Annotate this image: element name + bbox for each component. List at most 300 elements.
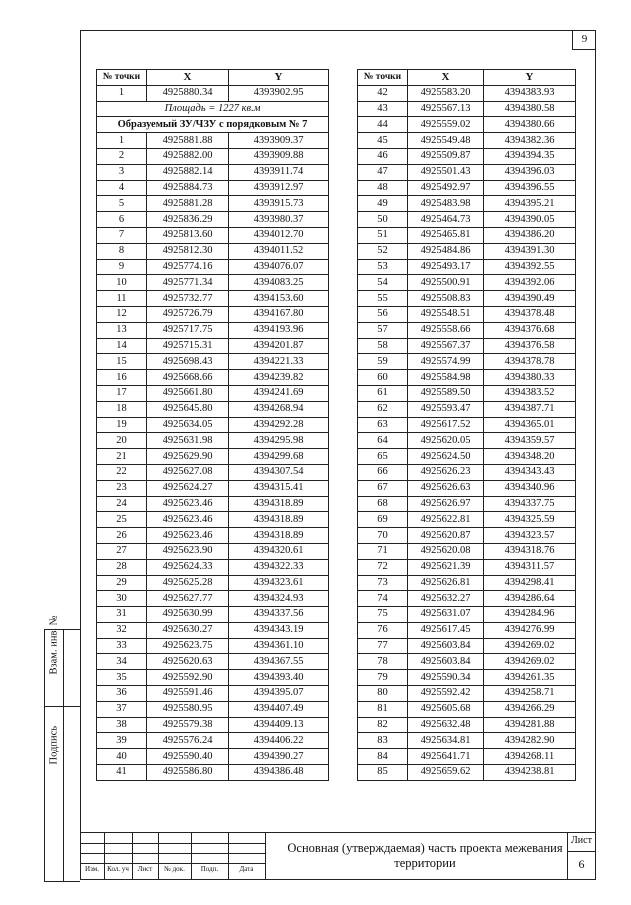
x-coordinate-cell: 4925579.38 xyxy=(147,717,229,733)
y-coordinate-cell: 4394396.55 xyxy=(484,180,576,196)
table-row xyxy=(358,765,576,781)
point-number-cell: 75 xyxy=(358,607,408,623)
x-coordinate-cell: 4925624.50 xyxy=(408,449,484,465)
document-title-line-2: территории xyxy=(394,856,456,870)
header-y: Y xyxy=(484,70,576,86)
x-coordinate-cell: 4925630.99 xyxy=(147,607,229,623)
point-number-cell: 70 xyxy=(358,528,408,544)
y-coordinate-cell: 4394238.81 xyxy=(484,765,576,781)
side-stamp-separator xyxy=(45,706,80,707)
table-row xyxy=(358,227,576,243)
point-number-cell: 83 xyxy=(358,733,408,749)
y-coordinate-cell: 4393911.74 xyxy=(229,164,329,180)
x-coordinate-cell: 4925590.34 xyxy=(408,670,484,686)
table-row xyxy=(97,512,329,528)
y-coordinate-cell: 4394318.89 xyxy=(229,512,329,528)
table-row xyxy=(358,654,576,670)
x-coordinate-cell: 4925625.28 xyxy=(147,575,229,591)
y-coordinate-cell: 4394318.89 xyxy=(229,496,329,512)
table-row xyxy=(358,749,576,765)
y-coordinate-cell: 4394393.40 xyxy=(229,670,329,686)
y-coordinate-cell: 4394337.56 xyxy=(229,607,329,623)
point-number-cell: 59 xyxy=(358,354,408,370)
point-number-cell: 24 xyxy=(97,496,147,512)
table-header-row xyxy=(97,70,329,86)
point-number-cell: 30 xyxy=(97,591,147,607)
table-row xyxy=(97,275,329,291)
y-coordinate-cell: 4394392.06 xyxy=(484,275,576,291)
col-label-signature: Подп. xyxy=(200,865,219,873)
table-row xyxy=(358,591,576,607)
table-row xyxy=(358,607,576,623)
point-number-cell: 79 xyxy=(358,670,408,686)
point-number-cell: 49 xyxy=(358,196,408,212)
table-row xyxy=(358,385,576,401)
table-row xyxy=(97,528,329,544)
y-coordinate-cell: 4394361.10 xyxy=(229,638,329,654)
table-row xyxy=(358,686,576,702)
y-coordinate-cell: 4394325.59 xyxy=(484,512,576,528)
y-coordinate-cell: 4394396.03 xyxy=(484,164,576,180)
table-row xyxy=(358,322,576,338)
x-coordinate-cell: 4925620.05 xyxy=(408,433,484,449)
x-coordinate-cell: 4925623.46 xyxy=(147,512,229,528)
x-coordinate-cell: 4925627.77 xyxy=(147,591,229,607)
table-row xyxy=(97,196,329,212)
y-coordinate-cell: 4394241.69 xyxy=(229,385,329,401)
point-number-cell: 33 xyxy=(97,638,147,654)
x-coordinate-cell: 4925771.34 xyxy=(147,275,229,291)
table-row xyxy=(97,622,329,638)
y-coordinate-cell: 4394282.90 xyxy=(484,733,576,749)
y-coordinate-cell: 4394380.58 xyxy=(484,101,576,117)
y-coordinate-cell: 4394201.87 xyxy=(229,338,329,354)
replacement-inventory-label: Взам. инв. № xyxy=(48,615,60,675)
y-coordinate-cell: 4394083.25 xyxy=(229,275,329,291)
y-coordinate-cell: 4394318.89 xyxy=(229,528,329,544)
y-coordinate-cell: 4394268.11 xyxy=(484,749,576,765)
table-row xyxy=(97,354,329,370)
x-coordinate-cell: 4925567.37 xyxy=(408,338,484,354)
table-row xyxy=(358,85,576,101)
x-coordinate-cell: 4925584.98 xyxy=(408,370,484,386)
point-number-cell: 28 xyxy=(97,559,147,575)
x-coordinate-cell: 4925493.17 xyxy=(408,259,484,275)
x-coordinate-cell: 4925500.91 xyxy=(408,275,484,291)
y-coordinate-cell: 4394281.88 xyxy=(484,717,576,733)
table-row xyxy=(97,496,329,512)
y-coordinate-cell: 4394383.52 xyxy=(484,385,576,401)
x-coordinate-cell: 4925631.07 xyxy=(408,607,484,623)
table-row xyxy=(358,133,576,149)
table-row xyxy=(97,417,329,433)
point-number-cell: 29 xyxy=(97,575,147,591)
y-coordinate-cell: 4394320.61 xyxy=(229,543,329,559)
x-coordinate-cell: 4925621.39 xyxy=(408,559,484,575)
y-coordinate-cell: 4394395.21 xyxy=(484,196,576,212)
x-coordinate-cell: 4925492.97 xyxy=(408,180,484,196)
y-coordinate-cell: 4394324.93 xyxy=(229,591,329,607)
x-coordinate-cell: 4925659.62 xyxy=(408,765,484,781)
x-coordinate-cell: 4925592.90 xyxy=(147,670,229,686)
y-coordinate-cell: 4393980.37 xyxy=(229,212,329,228)
point-number-cell: 60 xyxy=(358,370,408,386)
x-coordinate-cell: 4925586.80 xyxy=(147,765,229,781)
x-coordinate-cell: 4925617.52 xyxy=(408,417,484,433)
point-number-cell: 13 xyxy=(97,322,147,338)
y-coordinate-cell: 4394390.27 xyxy=(229,749,329,765)
point-number-cell: 32 xyxy=(97,622,147,638)
sheet-label: Лист xyxy=(571,835,592,846)
table-row xyxy=(97,591,329,607)
x-coordinate-cell: 4925732.77 xyxy=(147,291,229,307)
table-row xyxy=(97,464,329,480)
x-coordinate-cell: 4925501.43 xyxy=(408,164,484,180)
table-row xyxy=(358,733,576,749)
x-coordinate-cell: 4925548.51 xyxy=(408,306,484,322)
x-coordinate-cell: 4925882.14 xyxy=(147,164,229,180)
x-coordinate-cell: 4925774.16 xyxy=(147,259,229,275)
x-coordinate-cell: 4925881.88 xyxy=(147,133,229,149)
point-number-cell: 27 xyxy=(97,543,147,559)
y-coordinate-cell: 4393909.37 xyxy=(229,133,329,149)
x-coordinate-cell: 4925812.30 xyxy=(147,243,229,259)
x-coordinate-cell: 4925623.46 xyxy=(147,528,229,544)
y-coordinate-cell: 4394343.43 xyxy=(484,464,576,480)
table-row xyxy=(97,291,329,307)
document-title-line-1: Основная (утверждаемая) часть проекта межевания xyxy=(287,841,563,855)
point-number-cell: 18 xyxy=(97,401,147,417)
col-label-sheet: Лист xyxy=(137,865,153,873)
table-row xyxy=(97,449,329,465)
x-coordinate-cell: 4925661.80 xyxy=(147,385,229,401)
x-coordinate-cell: 4925836.29 xyxy=(147,212,229,228)
table-row xyxy=(97,401,329,417)
x-coordinate-cell: 4925484.86 xyxy=(408,243,484,259)
y-coordinate-cell: 4394292.28 xyxy=(229,417,329,433)
y-coordinate-cell: 4394348.20 xyxy=(484,449,576,465)
table-row xyxy=(358,449,576,465)
x-coordinate-cell: 4925464.73 xyxy=(408,212,484,228)
table-row xyxy=(358,464,576,480)
point-number-cell: 35 xyxy=(97,670,147,686)
table-row xyxy=(358,291,576,307)
point-number-cell: 62 xyxy=(358,401,408,417)
table-row xyxy=(358,543,576,559)
x-coordinate-cell: 4925603.84 xyxy=(408,638,484,654)
table-row xyxy=(97,338,329,354)
y-coordinate-cell: 4394380.66 xyxy=(484,117,576,133)
table-row xyxy=(358,417,576,433)
table-row xyxy=(358,212,576,228)
table-row xyxy=(358,259,576,275)
point-number-cell: 43 xyxy=(358,101,408,117)
y-coordinate-cell: 4393915.73 xyxy=(229,196,329,212)
point-number-cell: 69 xyxy=(358,512,408,528)
table-row xyxy=(358,528,576,544)
y-coordinate-cell: 4394409.13 xyxy=(229,717,329,733)
y-coordinate-cell: 4394269.02 xyxy=(484,638,576,654)
point-number-cell: 21 xyxy=(97,449,147,465)
point-number-cell: 68 xyxy=(358,496,408,512)
y-coordinate-cell: 4394266.29 xyxy=(484,701,576,717)
x-coordinate-cell: 4925483.98 xyxy=(408,196,484,212)
x-coordinate-cell: 4925617.45 xyxy=(408,622,484,638)
table-row xyxy=(97,148,329,164)
point-number-cell: 9 xyxy=(97,259,147,275)
table-row xyxy=(358,180,576,196)
point-number-cell: 45 xyxy=(358,133,408,149)
point-number-cell: 8 xyxy=(97,243,147,259)
table-row xyxy=(358,370,576,386)
x-coordinate-cell: 4925603.84 xyxy=(408,654,484,670)
table-row xyxy=(97,85,329,101)
y-coordinate-cell: 4394076.07 xyxy=(229,259,329,275)
y-coordinate-cell: 4394395.07 xyxy=(229,686,329,702)
point-number-cell: 78 xyxy=(358,654,408,670)
y-coordinate-cell: 4394295.98 xyxy=(229,433,329,449)
y-coordinate-cell: 4393902.95 xyxy=(229,85,329,101)
point-number-cell: 44 xyxy=(358,117,408,133)
table-row xyxy=(97,701,329,717)
x-coordinate-cell: 4925630.27 xyxy=(147,622,229,638)
x-coordinate-cell: 4925580.95 xyxy=(147,701,229,717)
table-row xyxy=(97,686,329,702)
header-point-number: № точки xyxy=(97,70,147,86)
side-stamp xyxy=(44,615,80,882)
x-coordinate-cell: 4925626.63 xyxy=(408,480,484,496)
y-coordinate-cell: 4394387.71 xyxy=(484,401,576,417)
col-label-doc-number: № док. xyxy=(164,865,185,873)
x-coordinate-cell: 4925882.00 xyxy=(147,148,229,164)
point-number-cell: 7 xyxy=(97,227,147,243)
point-number-cell: 82 xyxy=(358,717,408,733)
x-coordinate-cell: 4925627.08 xyxy=(147,464,229,480)
point-number-cell: 66 xyxy=(358,464,408,480)
table-row xyxy=(358,401,576,417)
y-coordinate-cell: 4394323.57 xyxy=(484,528,576,544)
table-row xyxy=(97,638,329,654)
x-coordinate-cell: 4925715.31 xyxy=(147,338,229,354)
table-row xyxy=(97,370,329,386)
x-coordinate-cell: 4925549.48 xyxy=(408,133,484,149)
y-coordinate-cell: 4394261.35 xyxy=(484,670,576,686)
x-coordinate-cell: 4925634.81 xyxy=(408,733,484,749)
point-number-cell: 51 xyxy=(358,227,408,243)
table-row xyxy=(358,164,576,180)
table-row xyxy=(358,496,576,512)
table-row xyxy=(97,306,329,322)
point-number-cell: 80 xyxy=(358,686,408,702)
point-number-cell: 20 xyxy=(97,433,147,449)
point-number-cell: 50 xyxy=(358,212,408,228)
point-number-cell: 54 xyxy=(358,275,408,291)
x-coordinate-cell: 4925574.99 xyxy=(408,354,484,370)
x-coordinate-cell: 4925632.48 xyxy=(408,717,484,733)
table-row xyxy=(97,543,329,559)
point-number-cell: 56 xyxy=(358,306,408,322)
y-coordinate-cell: 4393912.97 xyxy=(229,180,329,196)
y-coordinate-cell: 4394337.75 xyxy=(484,496,576,512)
y-coordinate-cell: 4394390.49 xyxy=(484,291,576,307)
point-number-cell: 5 xyxy=(97,196,147,212)
table-row xyxy=(97,670,329,686)
table-row xyxy=(97,385,329,401)
x-coordinate-cell: 4925880.34 xyxy=(147,85,229,101)
point-number-cell: 37 xyxy=(97,701,147,717)
point-number-cell: 14 xyxy=(97,338,147,354)
table-row xyxy=(358,117,576,133)
point-number-cell: 41 xyxy=(97,765,147,781)
point-number-cell: 81 xyxy=(358,701,408,717)
x-coordinate-cell: 4925624.27 xyxy=(147,480,229,496)
x-coordinate-cell: 4925726.79 xyxy=(147,306,229,322)
table-row xyxy=(97,433,329,449)
point-number-cell: 23 xyxy=(97,480,147,496)
coordinates-table-left xyxy=(96,69,329,781)
x-coordinate-cell: 4925641.71 xyxy=(408,749,484,765)
y-coordinate-cell: 4394269.02 xyxy=(484,654,576,670)
x-coordinate-cell: 4925632.27 xyxy=(408,591,484,607)
table-row xyxy=(97,180,329,196)
table-row xyxy=(97,733,329,749)
y-coordinate-cell: 4394390.05 xyxy=(484,212,576,228)
table-row xyxy=(97,480,329,496)
y-coordinate-cell: 4394380.33 xyxy=(484,370,576,386)
x-coordinate-cell: 4925884.73 xyxy=(147,180,229,196)
y-coordinate-cell: 4394323.61 xyxy=(229,575,329,591)
point-number-cell: 85 xyxy=(358,765,408,781)
x-coordinate-cell: 4925631.98 xyxy=(147,433,229,449)
point-number-cell: 15 xyxy=(97,354,147,370)
point-number-cell: 55 xyxy=(358,291,408,307)
x-coordinate-cell: 4925645.80 xyxy=(147,401,229,417)
y-coordinate-cell: 4394307.54 xyxy=(229,464,329,480)
point-number-cell: 77 xyxy=(358,638,408,654)
point-number-cell: 72 xyxy=(358,559,408,575)
x-coordinate-cell: 4925583.20 xyxy=(408,85,484,101)
header-point-number: № точки xyxy=(358,70,408,86)
y-coordinate-cell: 4394378.48 xyxy=(484,306,576,322)
x-coordinate-cell: 4925624.33 xyxy=(147,559,229,575)
point-number-cell: 42 xyxy=(358,85,408,101)
table-row xyxy=(97,164,329,180)
x-coordinate-cell: 4925620.08 xyxy=(408,543,484,559)
point-number-cell: 67 xyxy=(358,480,408,496)
table-row xyxy=(97,765,329,781)
table-header-row xyxy=(358,70,576,86)
x-coordinate-cell: 4925881.28 xyxy=(147,196,229,212)
table-row xyxy=(97,133,329,149)
x-coordinate-cell: 4925622.81 xyxy=(408,512,484,528)
x-coordinate-cell: 4925508.83 xyxy=(408,291,484,307)
point-number-cell: 73 xyxy=(358,575,408,591)
point-number-cell: 16 xyxy=(97,370,147,386)
title-block xyxy=(80,832,596,880)
x-coordinate-cell: 4925717.75 xyxy=(147,322,229,338)
x-coordinate-cell: 4925623.75 xyxy=(147,638,229,654)
y-coordinate-cell: 4394315.41 xyxy=(229,480,329,496)
point-number-cell: 57 xyxy=(358,322,408,338)
x-coordinate-cell: 4925626.97 xyxy=(408,496,484,512)
y-coordinate-cell: 4394286.64 xyxy=(484,591,576,607)
point-number-cell: 2 xyxy=(97,148,147,164)
table-row xyxy=(97,243,329,259)
point-number-cell: 71 xyxy=(358,543,408,559)
y-coordinate-cell: 4394406.22 xyxy=(229,733,329,749)
document-title xyxy=(265,841,585,871)
point-number-cell: 52 xyxy=(358,243,408,259)
sheet-number: 6 xyxy=(578,857,585,871)
table-row xyxy=(358,101,576,117)
y-coordinate-cell: 4394268.94 xyxy=(229,401,329,417)
point-number-cell: 12 xyxy=(97,306,147,322)
table-row xyxy=(97,654,329,670)
x-coordinate-cell: 4925509.87 xyxy=(408,148,484,164)
table-row xyxy=(97,575,329,591)
y-coordinate-cell: 4394378.78 xyxy=(484,354,576,370)
point-number-cell: 76 xyxy=(358,622,408,638)
point-number-cell: 26 xyxy=(97,528,147,544)
table-row xyxy=(97,259,329,275)
point-number-cell: 3 xyxy=(97,164,147,180)
point-number-cell: 17 xyxy=(97,385,147,401)
x-coordinate-cell: 4925620.87 xyxy=(408,528,484,544)
x-coordinate-cell: 4925567.13 xyxy=(408,101,484,117)
x-coordinate-cell: 4925813.60 xyxy=(147,227,229,243)
table-row xyxy=(97,749,329,765)
table-row xyxy=(358,243,576,259)
table-row xyxy=(97,227,329,243)
point-number-cell: 1 xyxy=(97,133,147,149)
point-number-cell: 53 xyxy=(358,259,408,275)
section-title: Образуемый ЗУ/ЧЗУ с порядковым № 7 xyxy=(97,117,329,133)
point-number-cell: 48 xyxy=(358,180,408,196)
point-number-cell: 40 xyxy=(97,749,147,765)
y-coordinate-cell: 4394343.19 xyxy=(229,622,329,638)
table-row xyxy=(358,701,576,717)
area-row xyxy=(97,101,329,117)
y-coordinate-cell: 4394407.49 xyxy=(229,701,329,717)
y-coordinate-cell: 4394376.68 xyxy=(484,322,576,338)
coordinates-table-right xyxy=(357,69,576,781)
signature-label: Подпись xyxy=(48,725,60,765)
point-number-cell: 47 xyxy=(358,164,408,180)
y-coordinate-cell: 4394311.57 xyxy=(484,559,576,575)
table-row xyxy=(97,559,329,575)
y-coordinate-cell: 4394322.33 xyxy=(229,559,329,575)
point-number-cell: 84 xyxy=(358,749,408,765)
y-coordinate-cell: 4394318.76 xyxy=(484,543,576,559)
table-row xyxy=(358,433,576,449)
point-number-cell: 1 xyxy=(97,85,147,101)
table-row xyxy=(358,275,576,291)
header-x: X xyxy=(408,70,484,86)
y-coordinate-cell: 4394382.36 xyxy=(484,133,576,149)
point-number-cell: 34 xyxy=(97,654,147,670)
table-row xyxy=(97,717,329,733)
x-coordinate-cell: 4925591.46 xyxy=(147,686,229,702)
table-row xyxy=(358,575,576,591)
x-coordinate-cell: 4925558.66 xyxy=(408,322,484,338)
x-coordinate-cell: 4925590.40 xyxy=(147,749,229,765)
point-number-cell: 22 xyxy=(97,464,147,480)
x-coordinate-cell: 4925623.46 xyxy=(147,496,229,512)
col-label-count: Кол. уч xyxy=(107,865,129,873)
y-coordinate-cell: 4394167.80 xyxy=(229,306,329,322)
y-coordinate-cell: 4394239.82 xyxy=(229,370,329,386)
y-coordinate-cell: 4394298.41 xyxy=(484,575,576,591)
